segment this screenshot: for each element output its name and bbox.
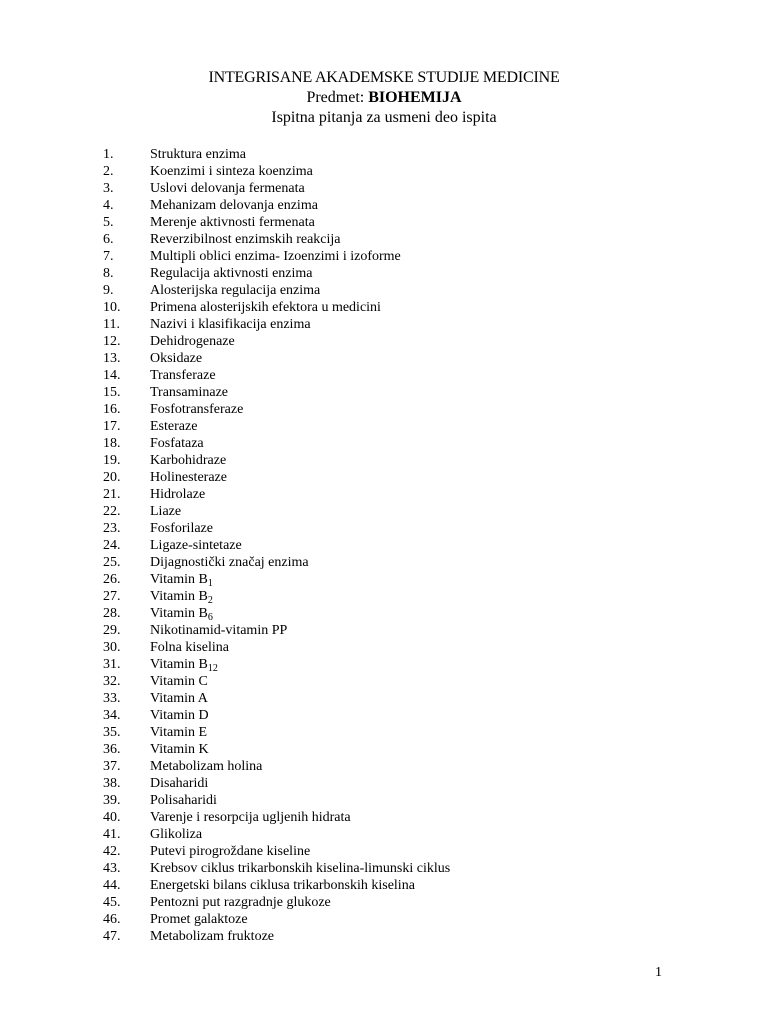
question-number: 30. (103, 640, 121, 655)
question-text (150, 690, 208, 707)
question-text (150, 928, 274, 945)
question-number: 40. (103, 810, 121, 825)
question-text-main: Vitamin B (150, 606, 208, 621)
question-item (0, 537, 768, 554)
question-number: 38. (103, 776, 121, 791)
question-number: 9. (103, 283, 114, 298)
question-text-main: Merenje aktivnosti fermenata (150, 215, 315, 230)
question-text (150, 707, 209, 724)
question-text-main: Oksidaze (150, 351, 203, 366)
question-item (0, 418, 768, 435)
question-text (150, 809, 351, 826)
question-text-main: Fosforilaze (150, 521, 213, 536)
question-text (150, 146, 246, 163)
question-number: 16. (103, 402, 121, 417)
question-text-main: Energetski bilans ciklusa trikarbonskih kiselina (150, 878, 415, 893)
question-number: 43. (103, 861, 121, 876)
question-number: 27. (103, 589, 121, 604)
question-number: 15. (103, 385, 121, 400)
question-number: 36. (103, 742, 121, 757)
question-number: 46. (103, 912, 121, 927)
question-number: 41. (103, 827, 121, 842)
question-text-main: Reverzibilnost enzimskih reakcija (150, 232, 341, 247)
question-text-main: Pentozni put razgradnje glukoze (150, 895, 331, 910)
subject-line (0, 88, 768, 108)
question-text (150, 452, 226, 469)
question-text-main: Metabolizam holina (150, 759, 263, 774)
question-number: 13. (103, 351, 121, 366)
page-number: 1 (655, 965, 662, 980)
question-text (150, 860, 450, 877)
question-text-subscript: 6 (207, 612, 213, 623)
question-number: 32. (103, 674, 121, 689)
question-item (0, 605, 768, 622)
question-text-main: Vitamin D (150, 708, 209, 723)
document-header (0, 68, 768, 128)
question-text-main: Vitamin E (150, 725, 208, 740)
question-number: 5. (103, 215, 114, 230)
question-text (150, 350, 202, 367)
question-item (0, 741, 768, 758)
question-item (0, 265, 768, 282)
question-item (0, 809, 768, 826)
question-list (0, 146, 768, 945)
question-text-main: Disaharidi (150, 776, 209, 791)
question-text-main: Primena alosterijskih efektora u medicini (150, 300, 381, 315)
question-text-main: Folna kiselina (150, 640, 229, 655)
question-number: 24. (103, 538, 121, 553)
question-item (0, 792, 768, 809)
question-item (0, 231, 768, 248)
question-text (150, 214, 315, 231)
question-number: 17. (103, 419, 121, 434)
subject-name: BIOHEMIJA (368, 89, 462, 106)
question-item (0, 639, 768, 656)
question-text-main: Mehanizam delovanja enzima (150, 198, 318, 213)
program-title: INTEGRISANE AKADEMSKE STUDIJE MEDICINE (208, 69, 560, 86)
question-item (0, 571, 768, 588)
question-number: 33. (103, 691, 121, 706)
question-item (0, 673, 768, 690)
question-text (150, 656, 218, 673)
question-text (150, 333, 235, 350)
question-number: 7. (103, 249, 114, 264)
question-number: 20. (103, 470, 121, 485)
question-text (150, 588, 213, 605)
question-text (150, 792, 217, 809)
question-text (150, 911, 248, 928)
question-number: 23. (103, 521, 121, 536)
question-number: 47. (103, 929, 121, 944)
question-text-main: Karbohidraze (150, 453, 227, 468)
question-text (150, 724, 207, 741)
question-item (0, 928, 768, 945)
question-text (150, 554, 309, 571)
question-item (0, 894, 768, 911)
question-number: 37. (103, 759, 121, 774)
question-item (0, 826, 768, 843)
question-text (150, 486, 205, 503)
question-text (150, 741, 209, 758)
question-number: 39. (103, 793, 121, 808)
question-text-main: Holinesteraze (150, 470, 227, 485)
question-text-main: Uslovi delovanja fermenata (150, 181, 305, 196)
question-item (0, 503, 768, 520)
question-number: 12. (103, 334, 121, 349)
question-item (0, 622, 768, 639)
question-item (0, 180, 768, 197)
question-text (150, 775, 208, 792)
question-number: 11. (103, 317, 120, 332)
question-text-main: Nikotinamid-vitamin PP (150, 623, 288, 638)
question-number: 18. (103, 436, 121, 451)
question-number: 8. (103, 266, 114, 281)
question-text (150, 469, 227, 486)
question-text (150, 316, 311, 333)
question-item (0, 452, 768, 469)
question-text-main: Regulacija aktivnosti enzima (150, 266, 313, 281)
question-text-main: Fosfotransferaze (150, 402, 244, 417)
question-item (0, 435, 768, 452)
question-text-main: Transferaze (150, 368, 216, 383)
question-text-subscript: 2 (207, 595, 213, 606)
question-text-main: Vitamin C (150, 674, 208, 689)
question-number: 4. (103, 198, 114, 213)
question-text (150, 435, 204, 452)
question-text-main: Varenje i resorpcija ugljenih hidrata (150, 810, 351, 825)
question-item (0, 758, 768, 775)
question-number: 42. (103, 844, 121, 859)
question-item (0, 401, 768, 418)
question-number: 1. (103, 147, 114, 162)
question-item (0, 656, 768, 673)
question-number: 35. (103, 725, 121, 740)
question-item (0, 146, 768, 163)
question-text (150, 537, 242, 554)
question-text-main: Esteraze (150, 419, 198, 434)
question-text (150, 265, 313, 282)
question-item (0, 877, 768, 894)
question-item (0, 520, 768, 537)
question-text (150, 826, 202, 843)
question-number: 34. (103, 708, 121, 723)
question-number: 26. (103, 572, 121, 587)
question-text-main: Koenzimi i sinteza koenzima (150, 164, 313, 179)
question-text-main: Dehidrogenaze (150, 334, 235, 349)
question-number: 44. (103, 878, 121, 893)
question-number: 10. (103, 300, 121, 315)
question-text-main: Nazivi i klasifikacija enzima (150, 317, 311, 332)
question-text-subscript: 1 (207, 578, 213, 589)
question-item (0, 775, 768, 792)
question-text (150, 520, 213, 537)
question-text-main: Metabolizam fruktoze (150, 929, 275, 944)
question-item (0, 469, 768, 486)
question-number: 14. (103, 368, 121, 383)
question-number: 3. (103, 181, 114, 196)
question-number: 2. (103, 164, 114, 179)
question-text (150, 894, 331, 911)
question-text (150, 877, 415, 894)
question-item (0, 367, 768, 384)
question-text-main: Transaminaze (150, 385, 229, 400)
question-item (0, 843, 768, 860)
question-item (0, 911, 768, 928)
question-text (150, 384, 228, 401)
question-number: 29. (103, 623, 121, 638)
question-text (150, 418, 197, 435)
question-text (150, 367, 216, 384)
question-text-main: Promet galaktoze (150, 912, 248, 927)
question-text-main: Alosterijska regulacija enzima (150, 283, 321, 298)
question-item (0, 384, 768, 401)
question-text-main: Multipli oblici enzima- Izoenzimi i izoforme (150, 249, 401, 264)
question-item (0, 299, 768, 316)
question-number: 19. (103, 453, 121, 468)
question-text-main: Vitamin B (150, 657, 208, 672)
subject-label: Predmet: (306, 89, 365, 106)
question-text-main: Putevi pirogroždane kiseline (150, 844, 311, 859)
question-text-main: Krebsov ciklus trikarbonskih kiselina-limunski ciklus (150, 861, 451, 876)
question-text-main: Struktura enzima (150, 147, 247, 162)
question-text-main: Vitamin B (150, 572, 208, 587)
question-text (150, 180, 305, 197)
question-text (150, 571, 213, 588)
question-item (0, 282, 768, 299)
question-item (0, 350, 768, 367)
question-text (150, 639, 229, 656)
question-text-main: Liaze (150, 504, 182, 519)
question-text-main: Glikoliza (150, 827, 203, 842)
question-text (150, 605, 213, 622)
question-text (150, 248, 401, 265)
question-text-main: Dijagnostički značaj enzima (150, 555, 309, 570)
question-item (0, 588, 768, 605)
question-text (150, 503, 181, 520)
question-item (0, 690, 768, 707)
question-text-subscript: 12 (207, 663, 218, 674)
question-item (0, 554, 768, 571)
question-number: 31. (103, 657, 121, 672)
question-item (0, 707, 768, 724)
question-text (150, 282, 320, 299)
question-number: 6. (103, 232, 114, 247)
question-item (0, 163, 768, 180)
question-item (0, 214, 768, 231)
question-item (0, 724, 768, 741)
question-text-main: Hidrolaze (150, 487, 206, 502)
question-text-main: Ligaze-sintetaze (150, 538, 242, 553)
question-number: 22. (103, 504, 121, 519)
question-item (0, 333, 768, 350)
question-text (150, 197, 318, 214)
question-text (150, 622, 287, 639)
question-text (150, 758, 262, 775)
question-text-main: Vitamin A (150, 691, 208, 706)
question-item (0, 860, 768, 877)
question-text (150, 299, 381, 316)
question-item (0, 197, 768, 214)
question-number: 28. (103, 606, 121, 621)
question-item (0, 486, 768, 503)
document-subtitle: Ispitna pitanja za usmeni deo ispita (271, 109, 497, 126)
question-text-main: Fosfataza (150, 436, 204, 451)
question-text (150, 673, 208, 690)
question-item (0, 248, 768, 265)
question-text-main: Polisaharidi (150, 793, 217, 808)
question-item (0, 316, 768, 333)
question-text-main: Vitamin B (150, 589, 208, 604)
question-text (150, 231, 341, 248)
question-text (150, 843, 310, 860)
question-text (150, 163, 313, 180)
question-text-main: Vitamin K (150, 742, 209, 757)
question-number: 45. (103, 895, 121, 910)
question-number: 25. (103, 555, 121, 570)
question-text (150, 401, 243, 418)
question-number: 21. (103, 487, 121, 502)
